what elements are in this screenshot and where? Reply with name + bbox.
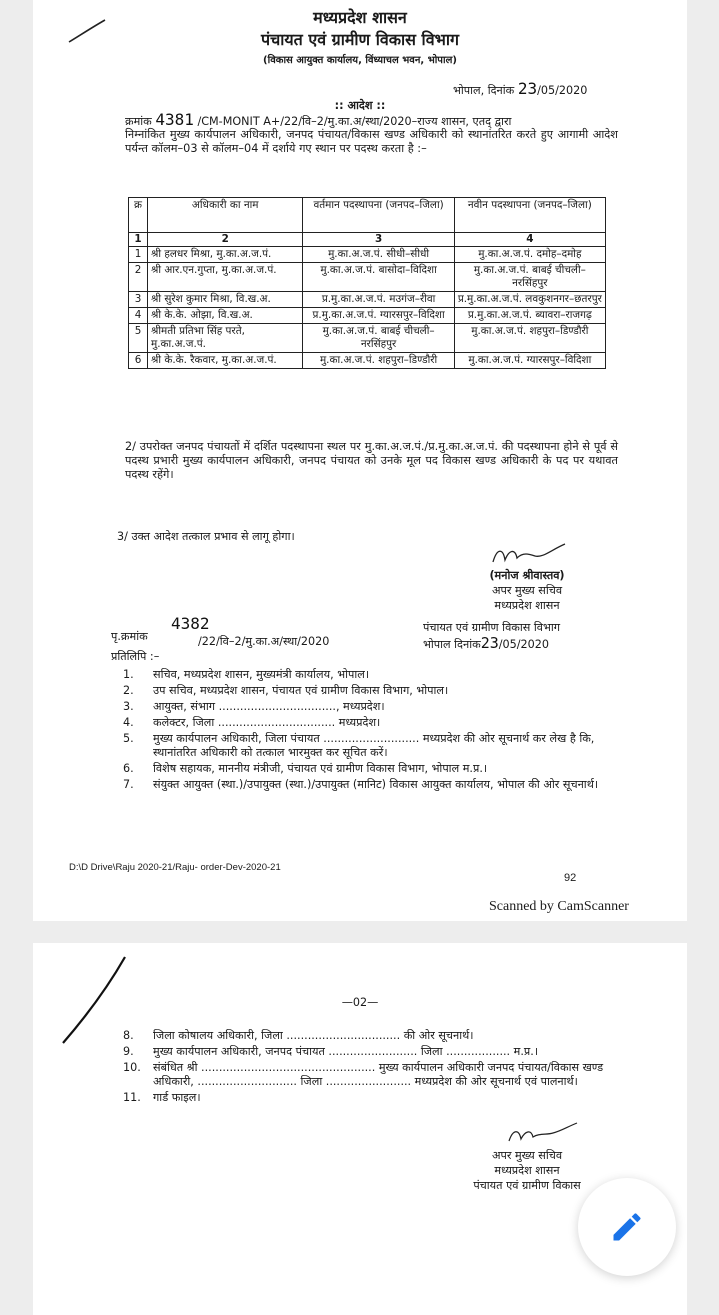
- row-serial: 3: [129, 292, 148, 308]
- officer-name: श्री सुरेश कुमार मिश्रा, वि.ख.अ.: [148, 292, 303, 308]
- signature-image: [485, 540, 575, 570]
- ref-label: क्रमांक: [125, 115, 152, 128]
- new-posting: मु.का.अ.ज.पं. बाबई चीचली–नरसिंहपुर: [454, 263, 605, 292]
- table-row: [129, 308, 606, 324]
- item-number: 5.: [123, 732, 134, 745]
- new-posting: मु.का.अ.ज.पं. शहपुरा–डिण्डौरी: [454, 324, 605, 353]
- column-number: 3: [303, 233, 454, 247]
- table-row: [129, 247, 606, 263]
- transfer-table: [128, 197, 606, 369]
- current-posting: प्र.मु.का.अ.ज.पं. ग्यारसपुर–विदिशा: [303, 308, 454, 324]
- signatory-designation: अपर मुख्य सचिव: [491, 584, 563, 597]
- item-number: 1.: [123, 668, 134, 681]
- signature-image: [503, 1121, 583, 1149]
- item-number: 9.: [123, 1045, 134, 1058]
- officer-name: श्रीमती प्रतिभा सिंह परते, मु.का.अ.ज.पं.: [148, 324, 303, 353]
- item-text: गार्ड फाइल।: [153, 1091, 201, 1104]
- copy-list: [123, 668, 613, 794]
- date-suffix: /05/2020: [537, 84, 588, 97]
- new-posting: मु.का.अ.ज.पं. दमोह–दमोह: [454, 247, 605, 263]
- table-header: वर्तमान पदस्थापना (जनपद–जिला): [303, 198, 454, 233]
- list-item: [123, 1045, 613, 1059]
- officer-name: श्री के.के. ओझा, वि.ख.अ.: [148, 308, 303, 324]
- table-row: [129, 324, 606, 353]
- list-item: [123, 762, 613, 776]
- table-row: [129, 353, 606, 369]
- new-posting: प्र.मु.का.अ.ज.पं. लवकुशनगर–छतरपुर: [454, 292, 605, 308]
- item-number: 6.: [123, 762, 134, 775]
- endorsement-number-handwritten: 4382: [171, 614, 210, 633]
- signatory-govt: मध्यप्रदेश शासन: [494, 1164, 560, 1177]
- list-item: [123, 732, 613, 760]
- file-path: D:\D Drive\Raju 2020-21/Raju- order-Dev-2020-21: [69, 862, 281, 873]
- current-posting: मु.का.अ.ज.पं. बासोदा–विदिशा: [303, 263, 454, 292]
- order-paragraph-3: 3/ उक्त आदेश तत्काल प्रभाव से लागू होगा।: [117, 530, 295, 543]
- endorsement-label: पृ.क्रमांक: [111, 630, 148, 643]
- item-text: संयुक्त आयुक्त (स्था.)/उपायुक्त (स्था.)/उपायुक्त (मानिट) विकास आयुक्त कार्यालय, भोपाल की ओर सूचनार्थ।: [153, 778, 599, 791]
- table-header: क्र: [129, 198, 148, 233]
- signature-block-2: [437, 1148, 617, 1193]
- row-serial: 1: [129, 247, 148, 263]
- document-page-2: [33, 943, 687, 1315]
- order-reference: [125, 110, 512, 129]
- header-office: (विकास आयुक्त कार्यालय, विंध्याचल भवन, भोपाल): [263, 55, 457, 66]
- item-number: 2.: [123, 684, 134, 697]
- list-item: [123, 1061, 613, 1089]
- signatory-govt: मध्यप्रदेश शासन: [494, 599, 560, 612]
- date-day-handwritten: 23: [517, 79, 538, 98]
- column-number: 2: [148, 233, 303, 247]
- column-number: 4: [454, 233, 605, 247]
- current-posting: मु.का.अ.ज.पं. बाबई चीचली–नरसिंहपुर: [303, 324, 454, 353]
- item-number: 8.: [123, 1029, 134, 1042]
- edit-fab-button[interactable]: [578, 1178, 676, 1276]
- copy-to-label: प्रतिलिपि :–: [111, 650, 160, 663]
- row-serial: 6: [129, 353, 148, 369]
- order-paragraph-1: निम्नांकित मुख्य कार्यपालन अधिकारी, जनपद पंचायत/विकास खण्ड अधिकारी को स्थानांतरित करते हुए आगामी आदेश पर्यन्त कॉलम–03 से कॉलम–04 में दर्शाये गए स्थान पर पदस्थ करता है :–: [125, 128, 618, 155]
- order-paragraph-2: 2/ उपरोक्त जनपद पंचायतों में दर्शित पदस्थापना स्थल पर मु.का.अ.ज.पं./प्र.मु.का.अ.ज.पं. की पदस्थापना होने से पूर्व से पदस्थ प्रभारी मुख्य कार्यपालन अधिकारी, जनपद पंचायत को उनके मूल पद विकास खण्ड अधिकारी के पद पर यथावत पदस्थ रहेंगे।: [125, 440, 618, 481]
- list-item: [123, 716, 613, 730]
- list-item: [123, 684, 613, 698]
- item-text: आयुक्त, संभाग ................................., मध्यप्रदेश।: [153, 700, 385, 713]
- ref-code: /CM-MONIT A+/22/वि–2/मु.का.अ/स्था/2020–राज्य शासन, एतद् द्वारा: [197, 115, 512, 128]
- current-posting: मु.का.अ.ज.पं. शहपुरा–डिण्डौरी: [303, 353, 454, 369]
- list-item: [123, 1091, 613, 1105]
- endorsement-date: [423, 636, 549, 652]
- row-serial: 2: [129, 263, 148, 292]
- endorsement-date-suffix: /05/2020: [498, 638, 550, 651]
- endorsement-code: /22/वि–2/मु.का.अ/स्था/2020: [198, 635, 330, 648]
- order-date: [453, 79, 588, 98]
- current-posting: मु.का.अ.ज.पं. सीधी–सीधी: [303, 247, 454, 263]
- item-number: 3.: [123, 700, 134, 713]
- table-row: [129, 263, 606, 292]
- item-number: 7.: [123, 778, 134, 791]
- item-text: मुख्य कार्यपालन अधिकारी, जनपद पंचायत ......................... जिला .................. म.प्र.।: [153, 1045, 539, 1058]
- signature-block: [441, 568, 613, 613]
- pencil-edit-icon: [609, 1209, 645, 1245]
- signatory-name: (मनोज श्रीवास्तव): [489, 569, 565, 582]
- officer-name: श्री के.के. रैकवार, मु.का.अ.ज.पं.: [148, 353, 303, 369]
- officer-name: श्री आर.एन.गुप्ता, मु.का.अ.ज.पं.: [148, 263, 303, 292]
- current-posting: प्र.मु.का.अ.ज.पं. मउगंज–रीवा: [303, 292, 454, 308]
- officer-name: श्री हलधर मिश्रा, मु.का.अ.ज.पं.: [148, 247, 303, 263]
- item-text: संबंधित श्री ................................................. मुख्य कार्यपालन अधिकारी जनपद पंचायत/विकास खण्ड अधिकारी, ............................ जिला ........................ मध्यप्रदेश की ओर सूचनार्थ एवं पालनार्थ।: [153, 1061, 604, 1088]
- endorsement-date-prefix: भोपाल दिनांक: [423, 638, 481, 651]
- page-marker: —02—: [341, 996, 379, 1009]
- page-number: 92: [564, 872, 577, 884]
- signatory-department: पंचायत एवं ग्रामीण विकास विभाग: [423, 621, 561, 634]
- copy-list-continued: [123, 1029, 613, 1107]
- row-serial: 4: [129, 308, 148, 324]
- signatory-department: पंचायत एवं ग्रामीण विकास: [473, 1179, 581, 1192]
- header-department: पंचायत एवं ग्रामीण विकास विभाग: [261, 30, 459, 49]
- item-text: सचिव, मध्यप्रदेश शासन, मुख्यमंत्री कार्यालय, भोपाल।: [153, 668, 370, 681]
- item-text: उप सचिव, मध्यप्रदेश शासन, पंचायत एवं ग्रामीण विकास विभाग, भोपाल।: [153, 684, 449, 697]
- list-item: [123, 778, 613, 792]
- scanner-watermark: Scanned by CamScanner: [489, 899, 629, 914]
- ref-number-handwritten: 4381: [155, 110, 194, 129]
- order-heading: :: आदेश ::: [334, 99, 386, 112]
- table-header: अधिकारी का नाम: [148, 198, 303, 233]
- item-number: 11.: [123, 1091, 141, 1104]
- item-text: कलेक्टर, जिला ................................. मध्यप्रदेश।: [153, 716, 381, 729]
- list-item: [123, 668, 613, 682]
- row-serial: 5: [129, 324, 148, 353]
- endorsement-reference: [111, 630, 148, 644]
- column-number: 1: [129, 233, 148, 247]
- list-item: [123, 1029, 613, 1043]
- new-posting: प्र.मु.का.अ.ज.पं. ब्यावरा–राजगढ़: [454, 308, 605, 324]
- endorsement-date-day: 23: [480, 634, 499, 652]
- table-header: नवीन पदस्थापना (जनपद–जिला): [454, 198, 605, 233]
- signatory-designation: अपर मुख्य सचिव: [491, 1149, 563, 1162]
- item-text: मुख्य कार्यपालन अधिकारी, जिला पंचायत ........................... मध्यप्रदेश की ओर सूचनार्थ कर लेख है कि, स्थानांतरित अधिकारी को तत्काल भारमुक्त कर सूचित करें।: [153, 732, 595, 759]
- new-posting: मु.का.अ.ज.पं. ग्यारसपुर–विदिशा: [454, 353, 605, 369]
- header-state-govt: मध्यप्रदेश शासन: [313, 8, 407, 27]
- item-text: जिला कोषालय अधिकारी, जिला ................................ की ओर सूचनार्थ।: [153, 1029, 474, 1042]
- item-text: विशेष सहायक, माननीय मंत्रीजी, पंचायत एवं ग्रामीण विकास विभाग, भोपाल म.प्र.।: [153, 762, 488, 775]
- table-row: [129, 292, 606, 308]
- date-prefix: भोपाल, दिनांक: [453, 84, 515, 97]
- list-item: [123, 700, 613, 714]
- item-number: 10.: [123, 1061, 141, 1074]
- document-page-1: [33, 0, 687, 921]
- item-number: 4.: [123, 716, 134, 729]
